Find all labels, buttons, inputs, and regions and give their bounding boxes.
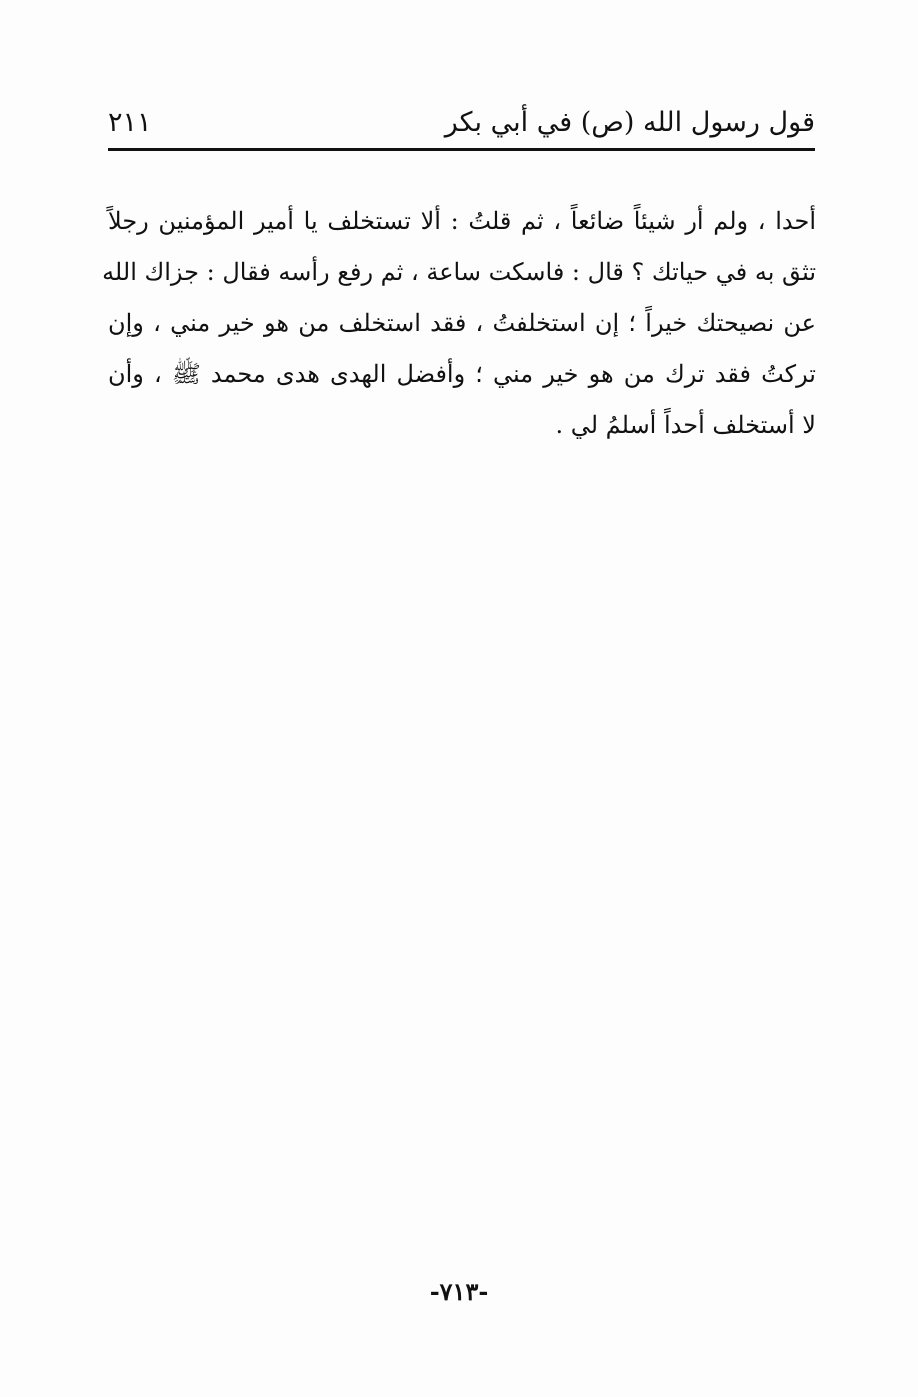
text-line: تثق به في حياتك ؟ قال : فاسكت ساعة ، ثم رفع رأسه فقال : جزاك الله [102, 258, 816, 286]
body-paragraph [102, 196, 816, 451]
header-divider [108, 148, 815, 151]
section-number: ٢١١ [108, 107, 152, 138]
running-title: قول رسول الله (ص) في أبي بكر [444, 107, 815, 138]
text-line: لا أستخلف أحداً أسلمُ لي . [555, 411, 816, 439]
text-line: عن نصيحتك خيراً ؛ إن استخلفتُ ، فقد استخلف من هو خير مني ، وإن [108, 309, 816, 337]
text-line: أحدا ، ولم أر شيئاً ضائعاً ، ثم قلتُ : ألا تستخلف يا أمير المؤمنين رجلاً [108, 207, 816, 235]
page-header [108, 100, 815, 148]
page-number: -٧١٣- [429, 1277, 489, 1306]
text-line: تركتُ فقد ترك من هو خير مني ؛ وأفضل الهدى هدى محمد ﷺ ، وأن [108, 360, 816, 388]
